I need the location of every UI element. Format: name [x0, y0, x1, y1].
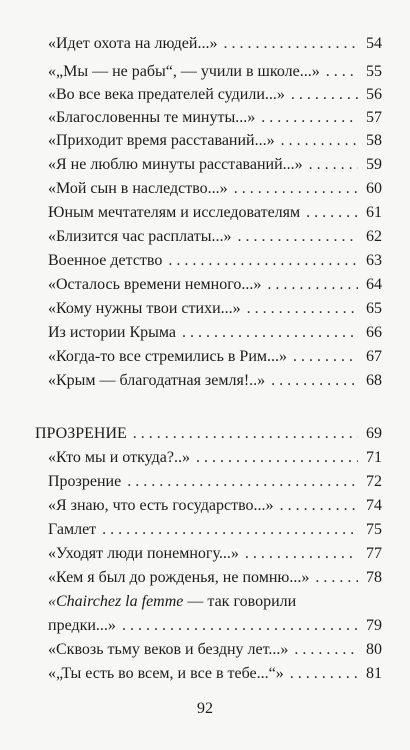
toc-entry-title: «Кем я был до рожденья, не помню...»: [48, 569, 310, 586]
toc-entry-page: 64: [366, 276, 382, 293]
toc-entry-page: 74: [366, 497, 382, 514]
toc-entry-page: 75: [366, 521, 382, 538]
toc-entry-title-italic: «Chairchez la femme: [48, 593, 184, 610]
toc-entry-title: «Кто мы и откуда?..»: [48, 449, 190, 466]
toc-entry: [48, 448, 382, 468]
toc-entry-page: 63: [366, 252, 382, 269]
toc-entry-title: «Уходят люди понемногу...»: [48, 545, 239, 562]
toc-entry: [48, 34, 382, 54]
leader-dots: [280, 496, 358, 516]
toc-entry: [48, 299, 382, 319]
leader-dots: [271, 371, 358, 391]
toc-entry-title: «„Мы — не рабы“, — учили в школе...»: [48, 63, 320, 80]
page-number: 92: [197, 700, 213, 717]
toc-entry-title: «Кому нужны твои стихи...»: [48, 300, 241, 317]
leader-dots: [237, 227, 358, 247]
toc-entry-title: «Близится час расплаты...»: [48, 228, 232, 245]
toc-entry-title-continued: предки...»: [48, 617, 116, 634]
toc-entry-title: Прозрение: [48, 473, 122, 490]
toc-entry: [48, 203, 382, 223]
toc-entry: [48, 179, 382, 199]
toc-entry-page: 77: [366, 545, 382, 562]
toc-entry-page: 54: [366, 35, 382, 52]
toc-entry-page: 58: [366, 132, 382, 149]
leader-dots: [245, 544, 358, 564]
toc-entry-title: «Приходит время расставаний...»: [48, 132, 275, 149]
leader-dots: [127, 472, 358, 492]
toc-entry-page: 67: [366, 348, 382, 365]
toc-entry-page: 57: [366, 109, 382, 126]
toc-entry: [48, 371, 382, 391]
leader-dots: [315, 568, 358, 588]
toc-entry-title: Гамлет: [48, 521, 97, 538]
toc-entry-page: 61: [366, 204, 382, 221]
toc-entry-title: «Идет охота на людей...»: [48, 35, 218, 52]
leader-dots: [102, 520, 358, 540]
toc-entry-title: «Осталось времени немного...»: [48, 276, 262, 293]
toc-entry: [48, 227, 382, 247]
toc-entry-page: 81: [366, 665, 382, 682]
leader-dots: [182, 323, 358, 343]
leader-dots: [290, 664, 358, 684]
leader-dots: [293, 347, 358, 367]
leader-dots: [326, 62, 358, 82]
toc-entry-title-rest: — так говорили: [183, 593, 297, 610]
toc-entry-page: 72: [366, 473, 382, 490]
section-title: ПРОЗРЕНИЕ: [35, 425, 127, 442]
toc-entry-page: 60: [366, 180, 382, 197]
leader-dots: [281, 131, 358, 151]
toc-entry-title: Из истории Крыма: [48, 324, 176, 341]
leader-dots: [234, 179, 358, 199]
leader-dots: [247, 299, 358, 319]
toc-entry: [48, 640, 382, 660]
toc-entry-page: 71: [366, 449, 382, 466]
leader-dots: [294, 640, 358, 660]
leader-dots: [122, 616, 358, 636]
toc-entry: [48, 131, 382, 151]
toc-entry-title: «„Ты есть во всем, и все в тебе...“»: [48, 665, 284, 682]
toc-entry-title: «Мой сын в наследство...»: [48, 180, 228, 197]
toc-entry-title: «Во все века предателей судили...»: [48, 86, 285, 103]
section-page: 69: [366, 425, 382, 442]
toc-entry: [48, 108, 382, 128]
toc-entry: [48, 472, 382, 492]
toc-entry: [48, 544, 382, 564]
toc-entry-title: «Я не люблю минуты расставаний...»: [48, 156, 303, 173]
toc-entry: [48, 520, 382, 540]
leader-dots: [261, 108, 358, 128]
toc-entry-page: 66: [366, 324, 382, 341]
toc-entry-page: 68: [366, 372, 382, 389]
leader-dots: [306, 203, 358, 223]
toc-entry-page: 79: [366, 617, 382, 634]
leader-dots: [168, 251, 358, 271]
toc-entry-page: 80: [366, 641, 382, 658]
toc-entry-title: «Когда-то все стремились в Рим...»: [48, 348, 288, 365]
toc-entry: [48, 568, 382, 588]
toc-entry: [48, 347, 382, 367]
toc-entry-page: 78: [366, 569, 382, 586]
toc-entry: [48, 664, 382, 684]
toc-entry-title: Юным мечтателям и исследователям: [48, 204, 301, 221]
leader-dots: [196, 448, 358, 468]
toc-entry: [48, 275, 382, 295]
leader-dots: [223, 34, 358, 54]
leader-dots: [309, 155, 358, 175]
toc-entry-title: Военное детство: [48, 252, 163, 269]
leader-dots: [267, 275, 358, 295]
leader-dots: [291, 85, 358, 105]
toc-entry-title: «Я знаю, что есть государство...»: [48, 497, 274, 514]
toc-entry-title: «Благословенны те минуты...»: [48, 109, 256, 126]
toc-entry-page: 62: [366, 228, 382, 245]
toc-entry-page: 56: [366, 86, 382, 103]
toc-entry: [48, 155, 382, 175]
toc-entry: [48, 323, 382, 343]
toc-entry-title: «Крым — благодатная земля!..»: [48, 372, 266, 389]
toc-section-heading: [35, 424, 382, 444]
toc-entry-page: 65: [366, 300, 382, 317]
toc-entry: [48, 251, 382, 271]
toc-entry-title: «Сквозь тьму веков и бездну лет...»: [48, 641, 289, 658]
leader-dots: [133, 424, 358, 444]
toc-entry-page: 55: [366, 63, 382, 80]
toc-entry: [48, 85, 382, 105]
toc-entry: [48, 62, 382, 82]
toc-entry: [48, 496, 382, 516]
toc-entry-multiline-second-line: [48, 616, 382, 636]
toc-entry-multiline-first-line: [48, 592, 382, 612]
toc-entry-page: 59: [366, 156, 382, 173]
